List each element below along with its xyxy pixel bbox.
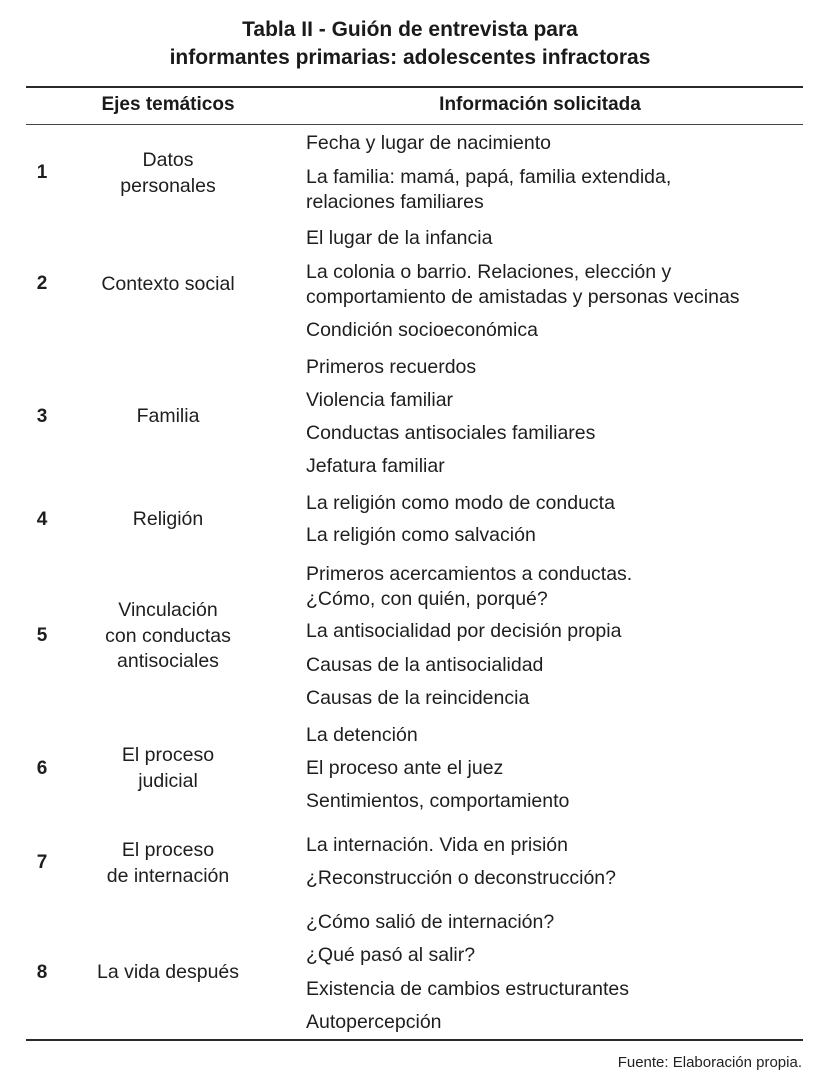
info-item: La detención: [306, 724, 418, 746]
row-topic: Religión: [132, 508, 204, 530]
row-topic: Vinculación con conductas antisociales: [105, 599, 231, 672]
row-topic: Familia: [136, 405, 200, 427]
header-ejes-tematicos: Ejes temáticos: [101, 94, 235, 115]
source-footnote: Fuente: Elaboración propia.: [617, 1054, 802, 1071]
table-title: Tabla II - Guión de entrevista para informantes primarias: adolescentes infractoras: [169, 18, 651, 69]
info-item: Causas de la reincidencia: [306, 687, 530, 709]
row-number: 1: [36, 162, 48, 183]
row-topic: La vida después: [96, 961, 240, 983]
header-informacion-solicitada: Información solicitada: [439, 94, 641, 115]
row-topic: El proceso de internación: [106, 839, 230, 887]
bottom-rule: [26, 1039, 803, 1041]
info-item: Violencia familiar: [306, 389, 454, 411]
info-item: La religión como salvación: [306, 524, 536, 546]
row-number: 3: [36, 406, 48, 427]
info-item: Causas de la antisocialidad: [306, 654, 544, 676]
info-item: La religión como modo de conducta: [306, 492, 615, 514]
row-number: 4: [36, 509, 48, 530]
header-rule: [26, 124, 803, 125]
info-item: La familia: mamá, papá, familia extendida, relaciones familiares: [306, 166, 672, 213]
info-item: La internación. Vida en prisión: [306, 834, 568, 856]
info-item: Jefatura familiar: [306, 455, 445, 477]
info-item: La antisocialidad por decisión propia: [306, 620, 622, 642]
row-number: 5: [36, 625, 48, 646]
info-item: Primeros acercamientos a conductas. ¿Cómo, con quién, porqué?: [306, 563, 633, 610]
info-item: ¿Reconstrucción o deconstrucción?: [306, 867, 616, 889]
info-item: El lugar de la infancia: [306, 227, 493, 249]
info-item: Fecha y lugar de nacimiento: [306, 132, 551, 154]
info-item: Primeros recuerdos: [306, 356, 477, 378]
info-item: La colonia o barrio. Relaciones, elección y comportamiento de amistadas y personas vecinas: [306, 261, 740, 308]
row-number: 8: [36, 962, 48, 983]
top-rule: [26, 86, 803, 88]
info-item: ¿Qué pasó al salir?: [306, 944, 476, 966]
row-number: 6: [36, 758, 48, 779]
row-number: 2: [36, 273, 48, 294]
info-item: Existencia de cambios estructurantes: [306, 978, 629, 1000]
row-topic: Datos personales: [120, 149, 216, 197]
row-number: 7: [36, 852, 48, 873]
info-item: Condición socioeconómica: [306, 319, 538, 341]
info-item: El proceso ante el juez: [306, 757, 504, 779]
info-item: ¿Cómo salió de internación?: [306, 911, 555, 933]
row-topic: El proceso judicial: [121, 744, 215, 792]
info-item: Conductas antisociales familiares: [306, 422, 596, 444]
info-item: Autopercepción: [306, 1011, 442, 1033]
info-item: Sentimientos, comportamiento: [306, 790, 570, 812]
row-topic: Contexto social: [101, 273, 235, 295]
